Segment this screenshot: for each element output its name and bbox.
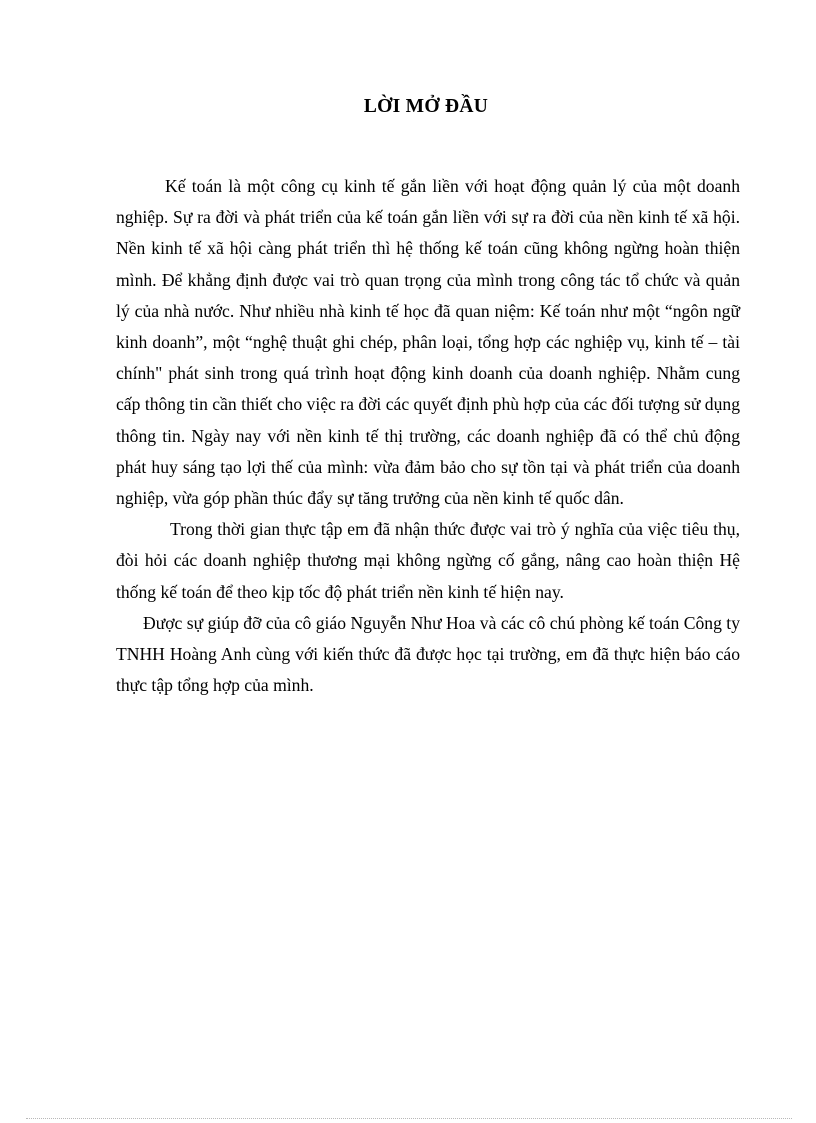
- page-bottom-rule: [26, 1118, 792, 1119]
- document-body: [116, 171, 740, 701]
- paragraph-internship: Trong thời gian thực tập em đã nhận thức được vai trò ý nghĩa của việc tiêu thụ, đòi hỏi các doanh nghiệp thương mại không ngừng cố gắng, nâng cao hoàn thiện Hệ thống kế toán để theo kịp tốc độ phát triển nền kinh tế hiện nay.: [116, 519, 740, 602]
- paragraph-acknowledgement: Được sự giúp đỡ của cô giáo Nguyễn Như Hoa và các cô chú phòng kế toán Công ty TNHH Hoàng Anh cùng với kiến thức đã được học tại trường, em đã thực hiện báo cáo thực tập tổng hợp của mình.: [116, 612, 740, 696]
- paragraph-intro: Kế toán là một công cụ kinh tế gắn liền với hoạt động quản lý của một doanh nghiệp. Sự ra đời và phát triển của kế toán gắn liền với sự ra đời của nền kinh tế xã hội. Nền kinh tế xã hội càng phát triển thì hệ thống kế toán cũng không ngừng hoàn thiện mình. Để khẳng định được vai trò quan trọng của mình trong công tác tổ chức và quản lý của nhà nước. Như nhiều nhà kinh tế học đã quan niệm: Kế toán như một “ngôn ngữ kinh doanh”, một “nghệ thuật ghi chép, phân loại, tổng hợp các nghiệp vụ, kinh tế – tài chính" phát sinh trong quá trình hoạt động kinh doanh của doanh nghiệp. Nhằm cung cấp thông tin cần thiết cho việc ra đời các quyết định phù hợp của các đối tượng sử dụng thông tin. Ngày nay với nền kinh tế thị trường, các doanh nghiệp đã có thể chủ động phát huy sáng tạo lợi thế của mình: vừa đảm bảo cho sự tồn tại và phát triển của doanh nghiệp, vừa góp phần thúc đẩy sự tăng trưởng của nền kinh tế quốc dân.: [116, 176, 740, 509]
- page-title: LỜI MỞ ĐẦU: [363, 96, 489, 117]
